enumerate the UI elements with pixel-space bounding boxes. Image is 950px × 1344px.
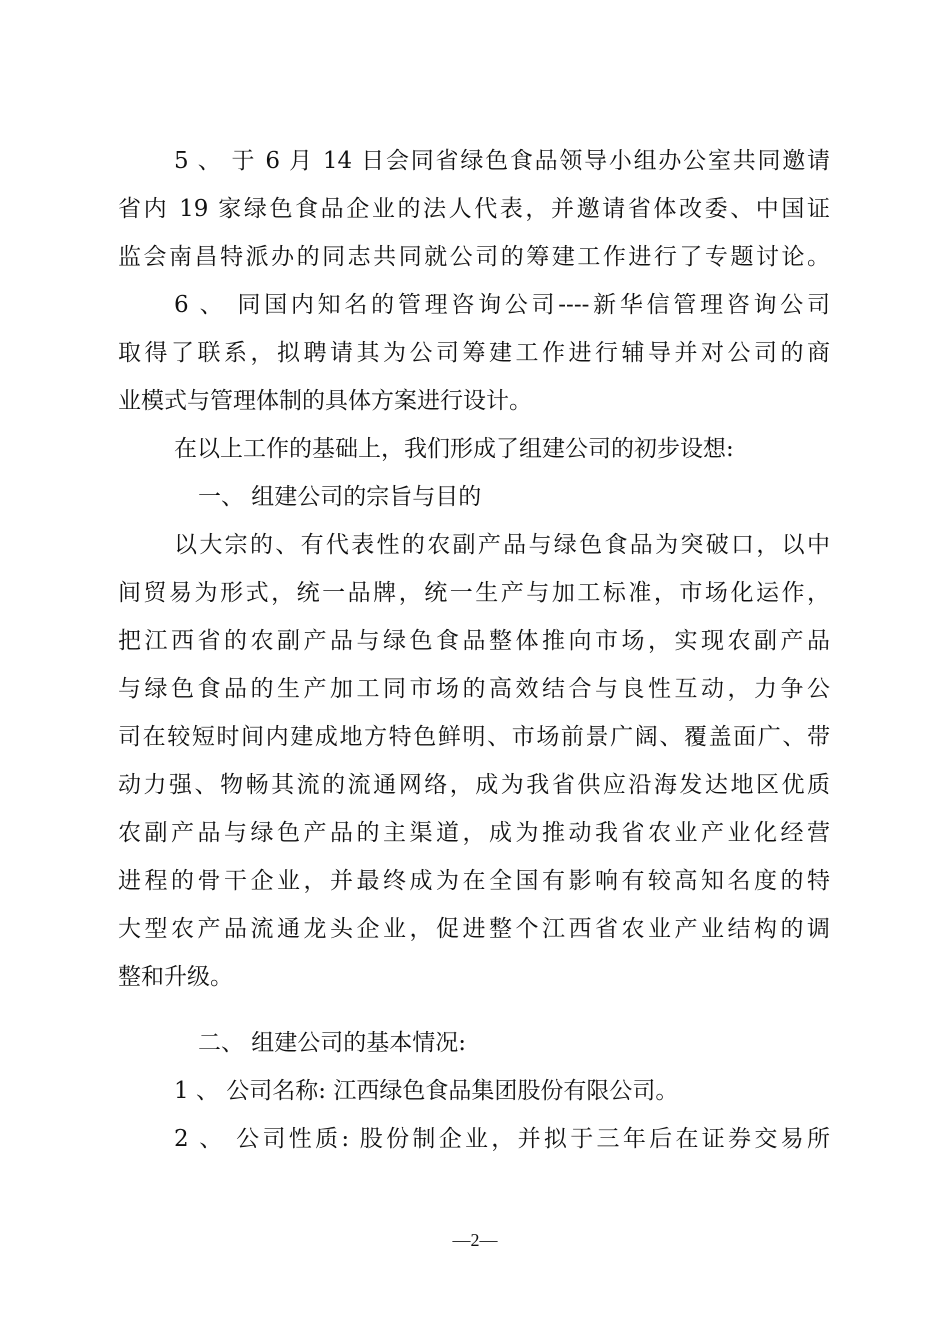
purpose-line-7: 农副产品与绿色产品的主渠道，成为推动我省农业产业化经营 bbox=[118, 820, 830, 846]
purpose-line-1: 以大宗的、有代表性的农副产品与绿色食品为突破口，以中 bbox=[174, 532, 830, 558]
purpose-line-8: 进程的骨干企业，并最终成为在全国有影响有较高知名度的特 bbox=[118, 868, 830, 894]
page-number: —2— bbox=[452, 1230, 498, 1250]
purpose-line-5: 司在较短时间内建成地方特色鲜明、市场前景广阔、覆盖面广、带 bbox=[118, 724, 830, 750]
purpose-line-2: 间贸易为形式，统一品牌，统一生产与加工标准，市场化运作， bbox=[118, 580, 830, 606]
paragraph-5-line-1: 5 、 于 6 月 14 日会同省绿色食品领导小组办公室共同邀请 bbox=[174, 148, 830, 174]
purpose-line-4: 与绿色食品的生产加工同市场的高效结合与良性互动，力争公 bbox=[118, 676, 830, 702]
paragraph-6-line-2: 取得了联系，拟聘请其为公司筹建工作进行辅导并对公司的商 bbox=[118, 340, 830, 366]
section-heading-2: 二、 组建公司的基本情况: bbox=[198, 1030, 467, 1056]
purpose-line-10: 整和升级。 bbox=[118, 964, 233, 990]
company-nature-item: 2 、 公司性质: 股份制企业，并拟于三年后在证券交易所 bbox=[174, 1126, 830, 1152]
intro-sentence: 在以上工作的基础上，我们形成了组建公司的初步设想: bbox=[174, 436, 734, 462]
purpose-line-6: 动力强、物畅其流的流通网络，成为我省供应沿海发达地区优质 bbox=[118, 772, 830, 798]
section-heading-1: 一、 组建公司的宗旨与目的 bbox=[198, 484, 482, 510]
section-gap bbox=[118, 1001, 830, 1019]
purpose-line-9: 大型农产品流通龙头企业，促进整个江西省农业产业结构的调 bbox=[118, 916, 830, 942]
paragraph-5-line-2: 省内 19 家绿色食品企业的法人代表，并邀请省体改委、中国证 bbox=[118, 196, 830, 222]
purpose-line-3: 把江西省的农副产品与绿色食品整体推向市场，实现农副产品 bbox=[118, 628, 830, 654]
document-body bbox=[118, 137, 830, 1163]
paragraph-6-line-3: 业模式与管理体制的具体方案进行设计。 bbox=[118, 388, 532, 414]
company-name-item: 1 、 公司名称: 江西绿色食品集团股份有限公司。 bbox=[174, 1078, 679, 1104]
paragraph-6-line-1: 6 、 同国内知名的管理咨询公司----新华信管理咨询公司 bbox=[174, 292, 830, 318]
paragraph-5-line-3: 监会南昌特派办的同志共同就公司的筹建工作进行了专题讨论。 bbox=[118, 244, 830, 270]
